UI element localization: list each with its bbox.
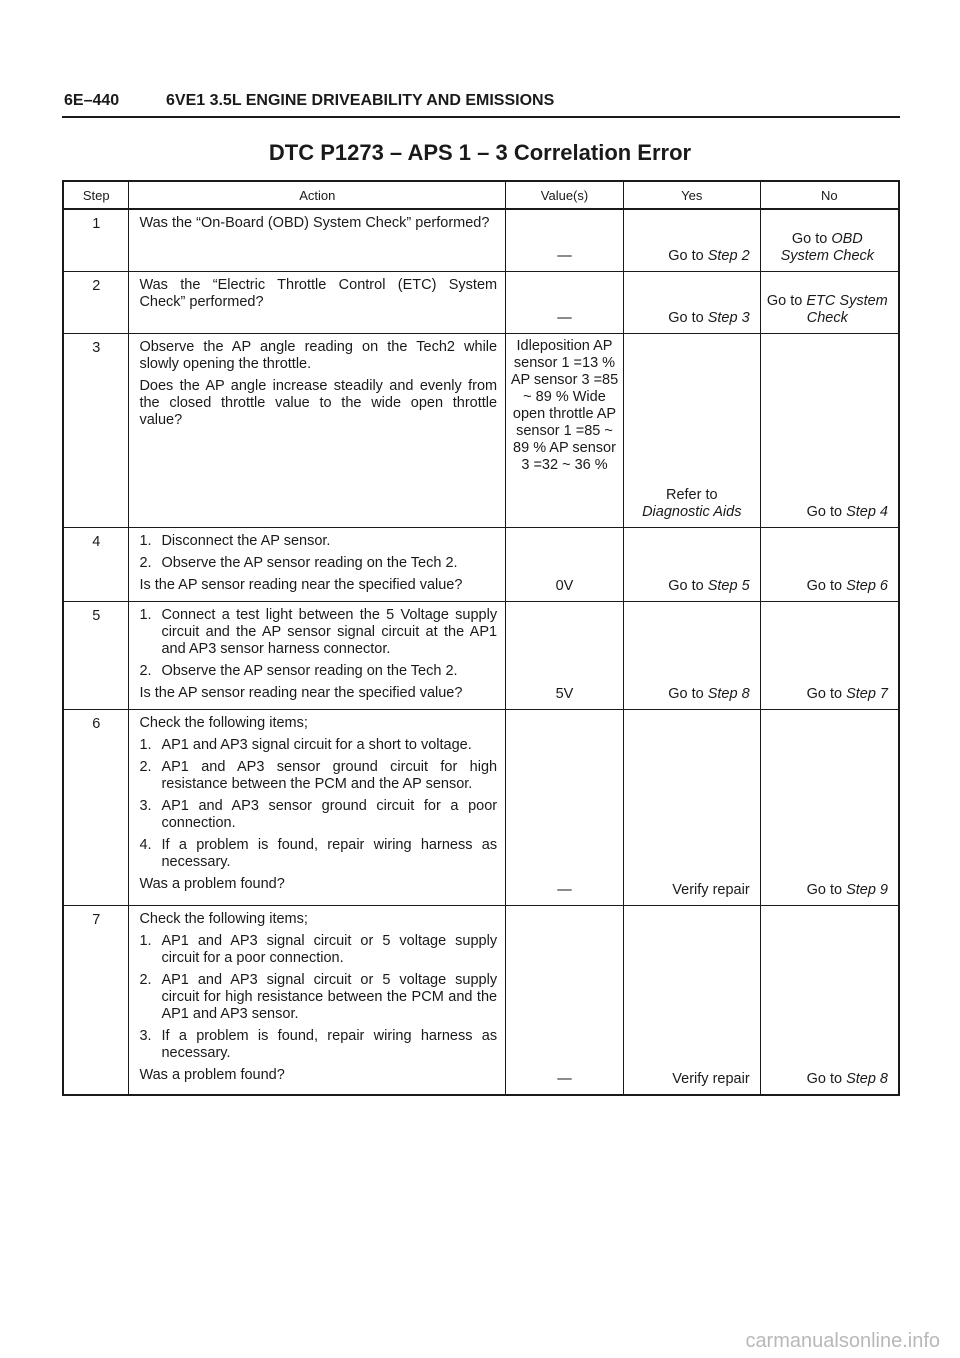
no-link[interactable]: Step 6 bbox=[846, 577, 888, 594]
table-row bbox=[63, 333, 899, 527]
no-link[interactable]: ETC System Check bbox=[806, 292, 888, 326]
yes-cell[interactable]: Verify repair bbox=[623, 709, 760, 905]
action-question: Is the AP sensor reading near the specified value? bbox=[139, 576, 463, 593]
action-lead: Check the following items; bbox=[139, 910, 308, 927]
document-title: DTC P1273 – APS 1 – 3 Correlation Error bbox=[268, 140, 692, 165]
step-number: 1 bbox=[63, 209, 129, 271]
table-row bbox=[63, 601, 899, 709]
yes-link[interactable]: Step 2 bbox=[707, 247, 750, 264]
action-lead: Check the following items; bbox=[139, 714, 308, 731]
no-link[interactable]: OBD System Check bbox=[780, 230, 875, 264]
yes-cell bbox=[623, 271, 760, 333]
value-cell bbox=[506, 333, 624, 527]
action-text: Was the “Electric Throttle Control (ETC) System Check” performed? bbox=[139, 276, 498, 310]
substep: 2. AP1 and AP3 signal circuit or 5 voltage supply circuit for high resistance between the PCM and the AP1 and AP3 sensor. bbox=[139, 971, 498, 1022]
no-prefix: Go to bbox=[806, 881, 843, 898]
action-cell bbox=[129, 905, 506, 1095]
no-cell bbox=[760, 209, 899, 271]
column-header-action: Action bbox=[129, 181, 506, 209]
step-number: 5 bbox=[63, 601, 129, 709]
header-rule bbox=[62, 116, 900, 118]
value-cell: 0V bbox=[506, 527, 624, 601]
step-number: 3 bbox=[63, 333, 129, 527]
no-prefix: Go to bbox=[806, 1071, 843, 1087]
yes-prefix: Go to bbox=[668, 577, 704, 594]
no-cell bbox=[760, 709, 899, 905]
yes-cell bbox=[623, 209, 760, 271]
substep: 2. Observe the AP sensor reading on the Tech 2. bbox=[139, 554, 458, 571]
substep: 3. AP1 and AP3 sensor ground circuit for a poor connection. bbox=[139, 797, 498, 831]
action-cell bbox=[129, 527, 506, 601]
action-question: Was a problem found? bbox=[139, 1066, 285, 1083]
substep: 1. Connect a test light between the 5 Voltage supply circuit and the AP sensor signal circuit at the AP1 and AP3 sensor harness connector. bbox=[139, 606, 498, 657]
yes-prefix: Refer to bbox=[665, 486, 718, 503]
no-prefix: Go to bbox=[806, 685, 843, 702]
no-cell bbox=[760, 271, 899, 333]
value-cell: — bbox=[506, 709, 624, 905]
section-title: 6VE1 3.5L ENGINE DRIVEABILITY AND EMISSIONS bbox=[166, 92, 555, 109]
no-link[interactable]: Step 9 bbox=[846, 881, 888, 898]
yes-prefix: Go to bbox=[668, 247, 704, 264]
substep: 2. Observe the AP sensor reading on the Tech 2. bbox=[139, 662, 458, 679]
action-question: Was a problem found? bbox=[139, 875, 285, 892]
no-link[interactable]: Step 7 bbox=[846, 685, 888, 702]
action-question: Does the AP angle increase steadily and evenly from the closed throttle value to the wide open throttle value? bbox=[139, 377, 498, 428]
action-cell bbox=[129, 333, 506, 527]
column-header-values: Value(s) bbox=[506, 181, 624, 209]
page-code: 6E–440 bbox=[64, 92, 120, 109]
yes-prefix: Go to bbox=[668, 309, 704, 326]
value-cell: 5V bbox=[506, 601, 624, 709]
table-row bbox=[63, 905, 899, 1095]
no-cell bbox=[760, 333, 899, 527]
table-row bbox=[63, 527, 899, 601]
step-number: 4 bbox=[63, 527, 129, 601]
value-text: Idleposition AP sensor 1 =13 % AP sensor 3 =85 ~ 89 % Wide open throttle AP sensor 1 =85 ~ 89 % AP sensor 3 =32 ~ 36 % bbox=[510, 337, 619, 473]
substep: 2. AP1 and AP3 sensor ground circuit for high resistance between the PCM and the AP sensor. bbox=[139, 758, 498, 792]
substep: 4. If a problem is found, repair wiring harness as necessary. bbox=[139, 836, 498, 870]
value-cell: — bbox=[506, 209, 624, 271]
substep: 1. AP1 and AP3 signal circuit or 5 voltage supply circuit for a poor connection. bbox=[139, 932, 498, 966]
action-text: Was the “On-Board (OBD) System Check” performed? bbox=[139, 215, 490, 231]
action-question: Is the AP sensor reading near the specified value? bbox=[139, 684, 463, 701]
column-header-no: No bbox=[760, 181, 899, 209]
yes-link[interactable]: Diagnostic Aids bbox=[642, 503, 742, 520]
yes-link[interactable]: Step 5 bbox=[707, 577, 750, 594]
no-prefix: Go to bbox=[806, 503, 843, 520]
no-cell bbox=[760, 601, 899, 709]
yes-cell[interactable]: Verify repair bbox=[623, 905, 760, 1095]
yes-cell bbox=[623, 333, 760, 527]
action-text: Observe the AP angle reading on the Tech2 while slowly opening the throttle. bbox=[139, 338, 498, 372]
action-cell bbox=[129, 709, 506, 905]
watermark: carmanualsonline.info bbox=[745, 1330, 940, 1352]
column-header-step: Step bbox=[63, 181, 129, 209]
diagnostic-table bbox=[62, 180, 900, 1096]
action-cell bbox=[129, 209, 506, 271]
no-cell bbox=[760, 527, 899, 601]
step-number: 7 bbox=[63, 905, 129, 1095]
table-row bbox=[63, 709, 899, 905]
page-header bbox=[62, 88, 900, 116]
yes-cell bbox=[623, 527, 760, 601]
substep: 1. AP1 and AP3 signal circuit for a short to voltage. bbox=[139, 736, 472, 753]
action-cell bbox=[129, 601, 506, 709]
substep: 3. If a problem is found, repair wiring harness as necessary. bbox=[139, 1027, 498, 1061]
step-number: 2 bbox=[63, 271, 129, 333]
substep: 1. Disconnect the AP sensor. bbox=[139, 532, 331, 549]
table-row bbox=[63, 271, 899, 333]
no-prefix: Go to bbox=[766, 292, 803, 309]
no-prefix: Go to bbox=[791, 230, 828, 247]
table-header-row bbox=[63, 181, 899, 209]
no-prefix: Go to bbox=[806, 577, 843, 594]
action-cell bbox=[129, 271, 506, 333]
step-number: 6 bbox=[63, 709, 129, 905]
value-cell: — bbox=[506, 271, 624, 333]
yes-link[interactable]: Step 8 bbox=[707, 685, 750, 702]
table-row bbox=[63, 209, 899, 271]
value-cell: — bbox=[506, 905, 624, 1095]
yes-cell bbox=[623, 601, 760, 709]
no-link[interactable]: Step 4 bbox=[846, 503, 888, 520]
yes-link[interactable]: Step 3 bbox=[707, 309, 750, 326]
column-header-yes: Yes bbox=[623, 181, 760, 209]
yes-prefix: Go to bbox=[668, 685, 704, 702]
no-link[interactable]: Step 8 bbox=[846, 1071, 888, 1087]
no-cell bbox=[760, 905, 899, 1095]
